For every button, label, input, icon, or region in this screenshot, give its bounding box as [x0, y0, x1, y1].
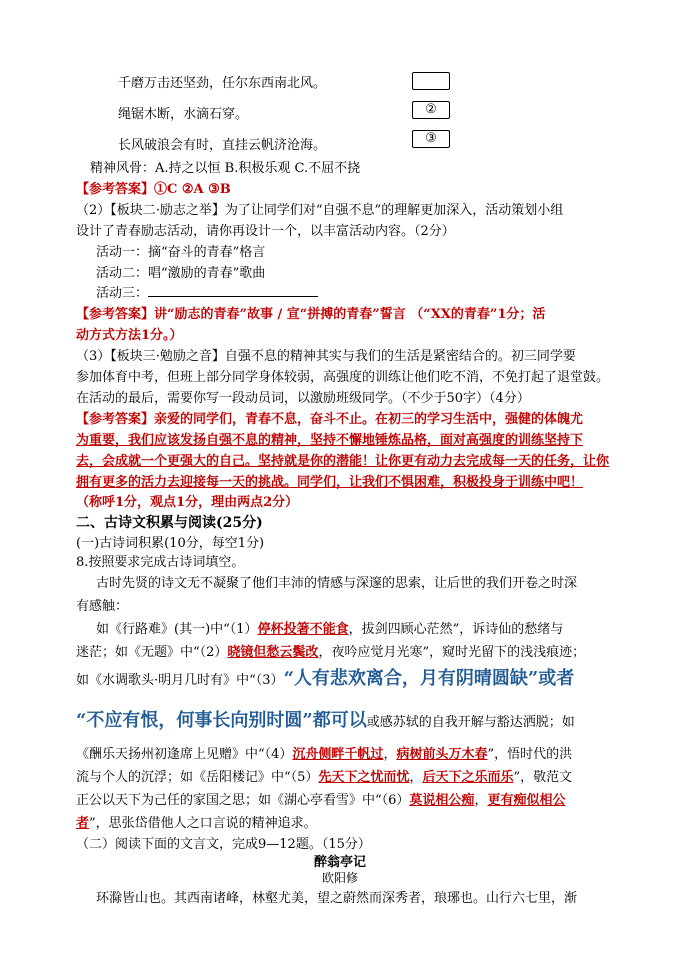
- poem-author: 欧阳修: [322, 871, 359, 885]
- para-4-prefix: 如《水调歌头·明月几时有》中“（3）: [76, 673, 284, 688]
- activity-3-label: 活动三：: [96, 286, 149, 301]
- idiom-line-1: 千磨万击还坚劲，任尔东西南北风。: [118, 76, 327, 91]
- answer-5a: 先天下之忧而忧: [318, 770, 410, 785]
- q3-line-1: （3）【板块三·勉励之音】自强不息的精神其实与我们的生活是紧密结合的。初三同学要: [76, 349, 576, 364]
- para-6-prefix: 《酬乐天扬州初逢席上见赠》中“（4）: [76, 747, 293, 762]
- answer-3b: “不应有恨，何事长向别时圆”都可以: [76, 710, 367, 731]
- para-9-suffix: ”，思张岱借他人之口言说的精神追求。: [89, 816, 317, 831]
- activity-3-blank: [148, 284, 318, 297]
- para-4: [76, 664, 574, 690]
- answer-4a: 沉舟侧畔千帆过: [292, 747, 384, 762]
- idiom-line-3: 长风破浪会有时，直挂云帆济沧海。: [118, 138, 327, 153]
- poem-title: 醉翁亭记: [314, 855, 367, 870]
- q2-line-1: （2）【板块二·励志之举】为了让同学们对“自强不息”的理解更加深入，活动策划小组: [76, 203, 564, 218]
- answer-box-2: ②: [412, 101, 450, 119]
- reference-answer-2a: 【参考答案】讲“励志的青春”故事 / 宣“拼搏的青春”誓言 （“XX的青春”1分；活: [76, 307, 546, 322]
- reference-answer-3d: 拥有更多的活力去迎接每一天的挑战。同学们，让我们不惧困难，积极投身于训练中吧！: [76, 475, 584, 490]
- para-6-comma: ，: [383, 747, 397, 762]
- answer-4b: 病树前头万木春: [396, 747, 488, 762]
- para-2-prefix: 如《行路难》(其一)中“（1）: [96, 622, 258, 637]
- para-2: [96, 618, 563, 637]
- q3-line-3: 在活动的最后，需要你写一段动员词，以激励班级同学。（不少于50字）（4分）: [76, 391, 530, 406]
- para-8-comma: ，: [474, 793, 488, 808]
- para-1b: 有感触：: [76, 599, 129, 614]
- answer-5b: 后天下之乐而乐: [422, 770, 514, 785]
- para-8: [76, 789, 565, 808]
- reference-answer-3c: 去，会成就一个更强大的自己。坚持就是你的潜能！让你更有动力去完成每一天的任务，让你: [76, 454, 610, 469]
- spirit-options: 精神风骨：A.持之以恒 B.积极乐观 C.不屈不挠: [90, 161, 361, 176]
- subsection-1: (一)古诗词积累(10分，每空1分): [76, 536, 265, 551]
- answer-1: 停杯投箸不能食: [257, 622, 349, 637]
- answer-box-3: ③: [412, 130, 450, 148]
- reference-answer-3a: 【参考答案】亲爱的同学们，青春不息，奋斗不止。在初三的学习生活中，强健的体魄尤: [76, 412, 584, 427]
- para-7-suffix: ”，敬范文: [513, 770, 573, 785]
- idiom-line-2: 绳锯木断，水滴石穿。: [118, 107, 249, 122]
- para-5: [76, 706, 575, 732]
- q3-line-2: 参加体育中考，但班上部分同学身体较弱，高强度的训练让他们吃不消，不免打起了退堂鼓。: [76, 370, 610, 385]
- q2-line-2: 设计了青春励志活动，请你再设计一个，以丰富活动内容。（2分）: [76, 224, 455, 239]
- para-3-suffix: ，夜吟应觉月光寒”，窥时光留下的浅浅痕迹；: [318, 645, 586, 660]
- para-7-prefix: 流与个人的沉浮；如《岳阳楼记》中“（5）: [76, 770, 319, 785]
- para-2-suffix: ，拔剑四顾心茫然”，诉诗仙的愁绪与: [348, 622, 564, 637]
- answer-6a: 莫说相公痴: [409, 793, 475, 808]
- answer-box-1: [412, 72, 450, 90]
- para-7: [76, 766, 572, 785]
- para-6-suffix: ”，悟时代的洪: [487, 747, 573, 762]
- answer-3a: “人有悲欢离合，月有阴晴圆缺”或者: [283, 668, 575, 689]
- para-3: [76, 641, 585, 660]
- question-8: 8.按照要求完成古诗词填空。: [76, 555, 245, 570]
- para-7-comma: ，: [409, 770, 423, 785]
- para-1a: 古时先贤的诗文无不凝聚了他们丰沛的情感与深邃的思索，让后世的我们开卷之时深: [96, 576, 578, 591]
- para-5-suffix: 或感苏轼的自我开解与豁达洒脱；如: [366, 715, 575, 730]
- reference-answer-1: 【参考答案】①C ②A ③B: [76, 182, 231, 197]
- activity-2: 活动二：唱“激励的青春”歌曲: [96, 266, 266, 281]
- subsection-2: （二）阅读下面的文言文，完成9—12题。（15分）: [76, 837, 371, 852]
- para-6: [76, 743, 572, 762]
- reference-answer-3b: 为重要，我们应该发扬自强不息的精神，坚持不懈地锤炼品格，面对高强度的训练坚持下: [76, 433, 584, 448]
- answer-6c: 者: [76, 816, 90, 831]
- reference-answer-3e: （称呼1分，观点1分，理由两点2分）: [76, 495, 299, 510]
- classical-text-line: 环滁皆山也。其西南诸峰，林壑尤美，望之蔚然而深秀者，琅琊也。山行六七里，渐: [96, 891, 578, 906]
- activity-3: [96, 282, 318, 301]
- para-9: [76, 812, 317, 831]
- reference-answer-2b: 动方式方法1分。）: [76, 328, 183, 343]
- para-8-prefix: 正公以天下为己任的家国之思；如《湖心亭看雪》中“（6）: [76, 793, 410, 808]
- answer-2: 晓镜但愁云鬓改: [227, 645, 319, 660]
- section-heading: 二、古诗文积累与阅读(25分): [76, 515, 263, 531]
- answer-6b: 更有痴似相公: [487, 793, 566, 808]
- activity-1: 活动一：摘“奋斗的青春”格言: [96, 245, 266, 260]
- para-3-prefix: 迷茫；如《无题》中“（2）: [76, 645, 228, 660]
